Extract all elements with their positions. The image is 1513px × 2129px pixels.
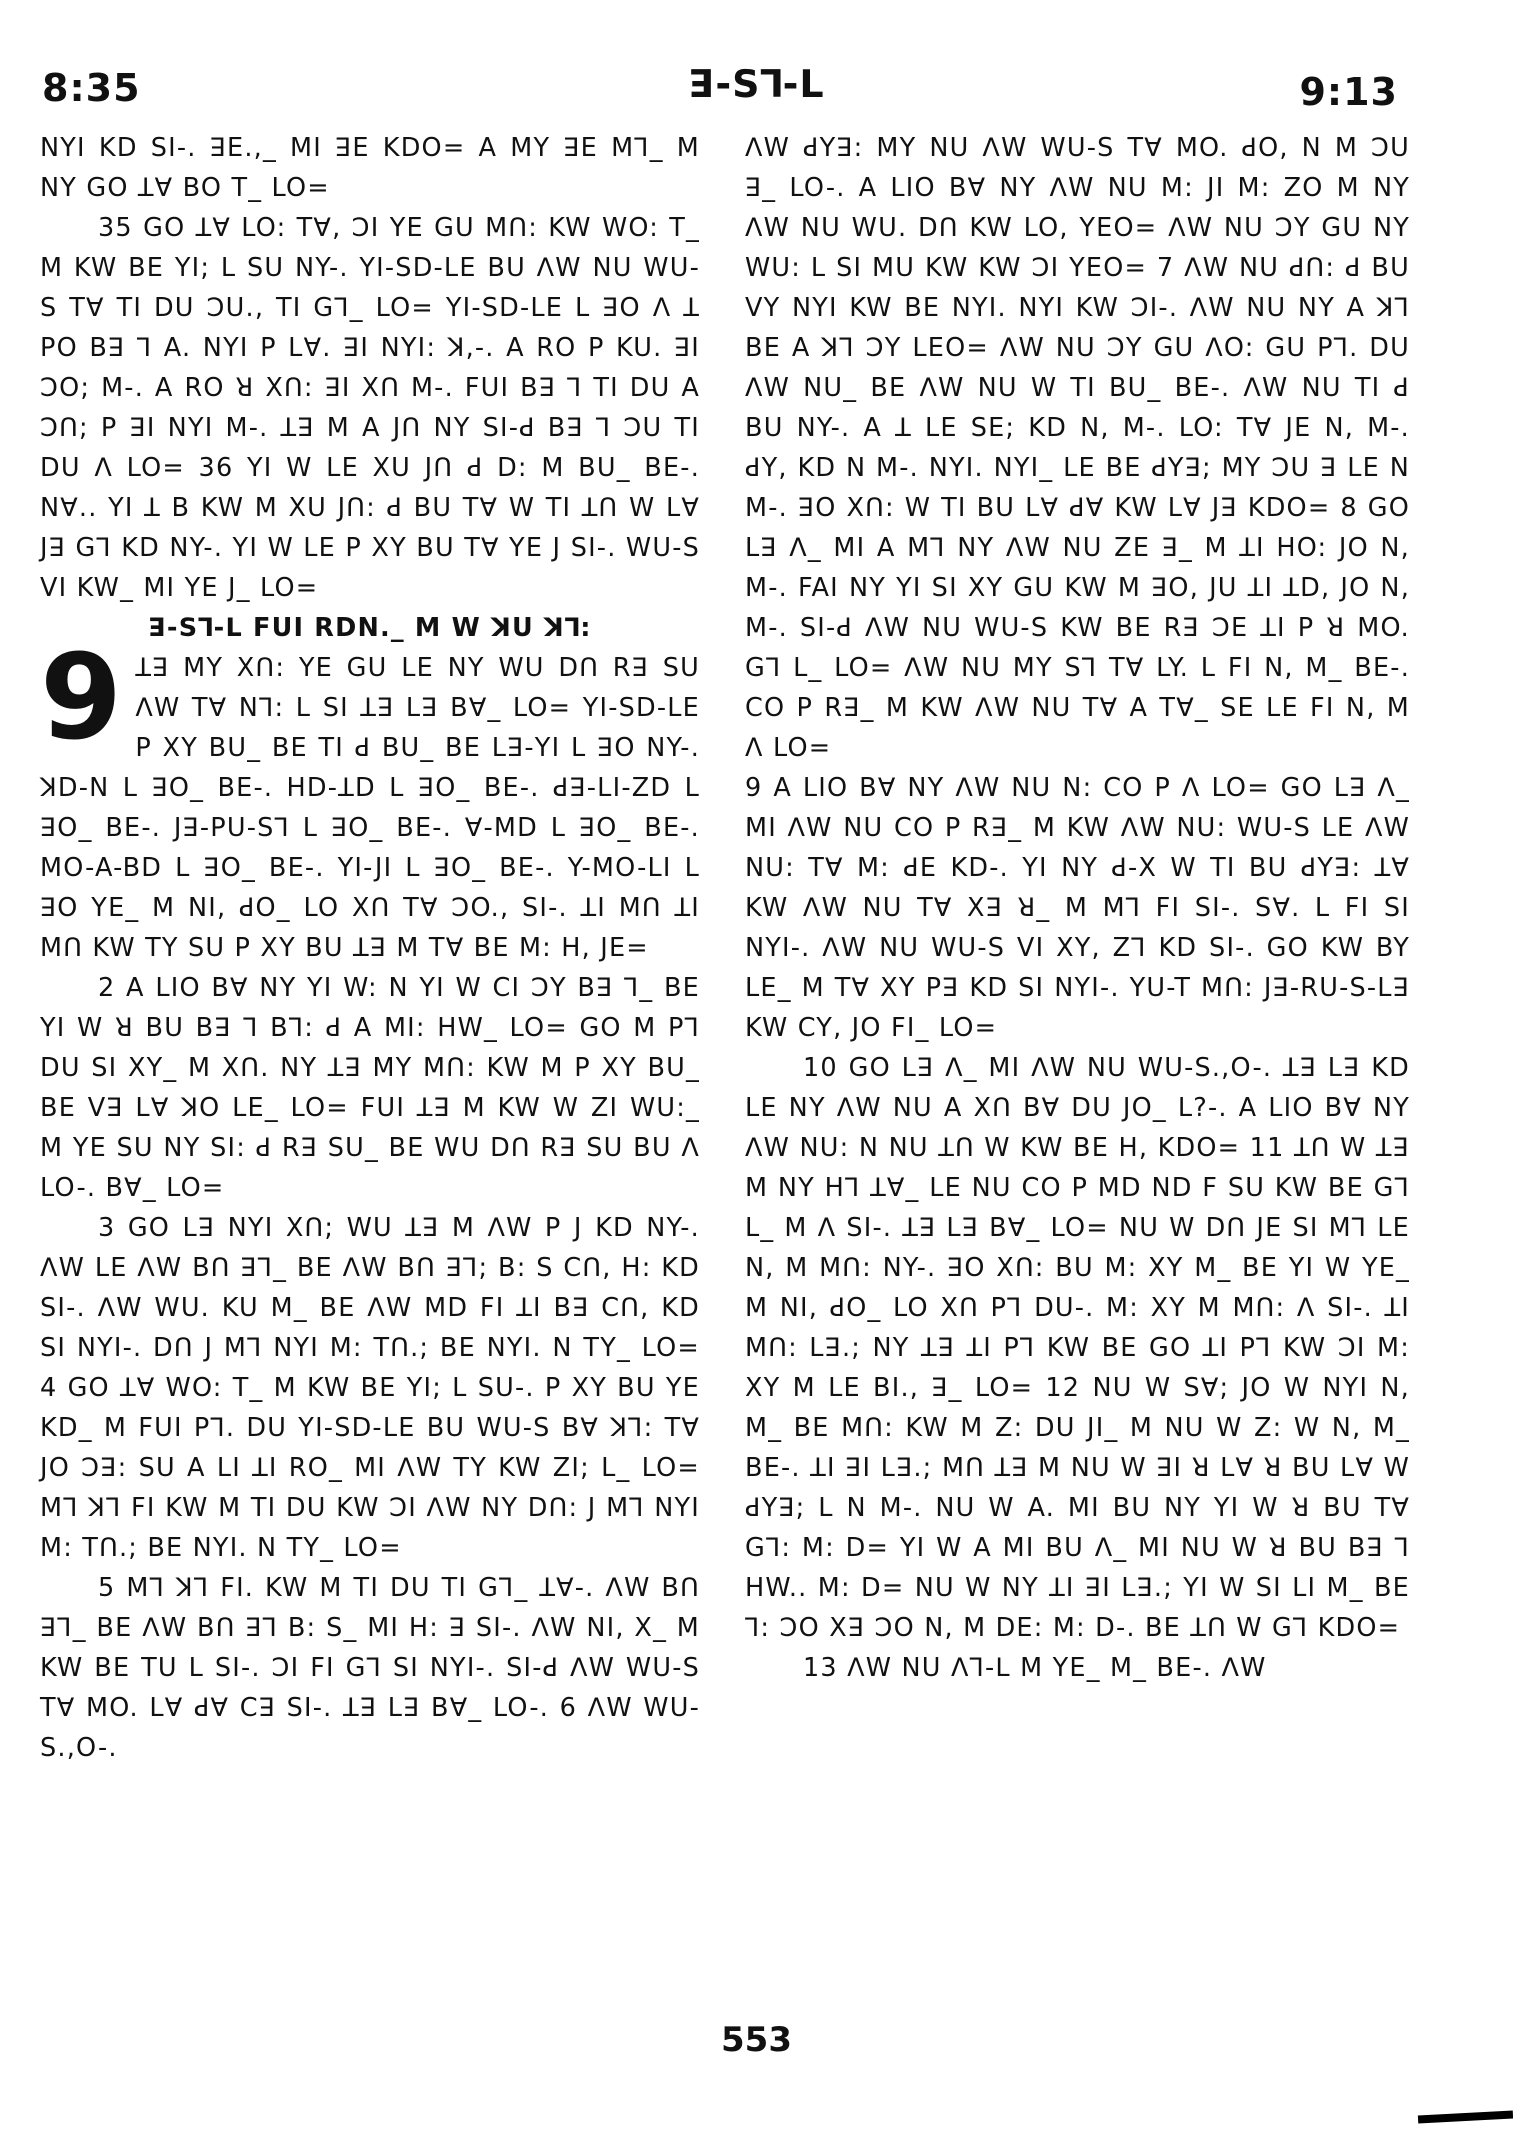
paragraph: 3 GO Lꓱ NYI Xꓵ; WU ꓕꓱ M ꓥW P J KD NY-. ꓥW LE ꓥW Bꓵ ꓱꓶ_ BE ꓥW Bꓵ ꓱꓶ; B: S Cꓵ, H: KD SI-. ꓥW WU. KU M_ BE ꓥW MD FI ꓕI Bꓱ Cꓵ, KD SI NYI-. Dꓵ J Mꓶ NYI M: Tꓵ.; BE NYI. N TY_ LO= 4 GO ꓕꓯ WO: T_ M KW BE YI; L SU-. P XY BU YE KD_ M FUI Pꓶ. DU YI-SD-LE BU WU-S Bꓯ ꓘꓶ: Tꓯ JO ꓛꓱ: SU A LI ꓕI RO_ MI ꓥW TY KW ZI; L_ LO= Mꓶ ꓘꓶ FI KW M TI DU KW ꓛI ꓥW NY Dꓵ: J Mꓶ NYI M: Tꓵ.; BE NYI. N TY_ LO= [40,1213,700,1563]
chapter-heading: ꓱ-ꓢꓶ-ꓡ FUI RDN._ M W ꓘU ꓘꓶ: [148,613,592,643]
header-book-title: ꓱ-ꓢꓶ-ꓡ [688,62,825,106]
header-left-reference: 8:35 [42,66,141,110]
chapter-number-dropcap: 9 [40,628,124,766]
paragraph: 9 A LIO Bꓯ NY ꓥW NU N: CO P ꓥ LO= GO Lꓱ ꓥ_ MI ꓥW NU CO P Rꓱ_ M KW ꓥW NU: WU-S LE ꓥW NU: Tꓯ M: ꓒE KD-. YI NY ꓒ-X W TI BU ꓒYꓱ: ꓕꓯ KW ꓥW NU Tꓯ Xꓱ ꓤ_ M Mꓶ FI SI-. Sꓯ. L FI SI NYI-. ꓥW NU WU-S VI XY, Zꓶ KD SI-. GO KW BY LE_ M Tꓯ XY Pꓱ KD SI NYI-. YU-T Mꓵ: Jꓱ-RU-S-Lꓱ KW CY, JO FI_ LO= [745,773,1410,1043]
paragraph: 2 A LIO Bꓯ NY YI W: N YI W CI ꓛY Bꓱ ꓶ_ BE YI W ꓤ BU Bꓱ ꓶ Bꓶ: ꓒ A MI: HW_ LO= GO M Pꓶ DU SI XY_ M Xꓵ. NY ꓕꓱ MY Mꓵ: KW M P XY BU_ BE Vꓱ Lꓯ ꓘO LE_ LO= FUI ꓕꓱ M KW W ZI WU:_ M YE SU NY SI: ꓒ Rꓱ SU_ BE WU Dꓵ Rꓱ SU BU ꓥ LO-. Bꓯ_ LO= [40,973,700,1203]
header-right-reference: 9:13 [1299,70,1398,114]
paragraph-text: ꓕꓱ MY Xꓵ: YE GU LE NY WU Dꓵ Rꓱ SU ꓥW Tꓯ Nꓶ: L SI ꓕꓱ Lꓱ Bꓯ_ LO= YI-SD-LE P XY BU_ BE TI ꓒ BU_ BE Lꓱ-YI L ꓱO NY-. ꓘD-N L ꓱO_ BE-. HD-ꓕD L ꓱO_ BE-. ꓒꓱ-LI-ZD L ꓱO_ BE-. Jꓱ-PU-Sꓶ L ꓱO_ BE-. ꓯ-MD L ꓱO_ BE-. MO-A-BD L ꓱO_ BE-. YI-JI L ꓱO_ BE-. Y-MO-LI L ꓱO YE_ M NI, ꓒO_ LO Xꓵ Tꓯ ꓛO., SI-. ꓕI Mꓵ ꓕI Mꓵ KW TY SU P XY BU ꓕꓱ M Tꓯ BE M: H, JE= [40,653,700,963]
paragraph: 35 GO ꓕꓯ LO: Tꓯ, ꓛI YE GU Mꓵ: KW WO: T_ M KW BE YI; L SU NY-. YI-SD-LE BU ꓥW NU WU-S Tꓯ TI DU ꓛU., TI Gꓶ_ LO= YI-SD-LE L ꓱO ꓥ ꓕ PO Bꓱ ꓶ A. NYI P Lꓯ. ꓱI NYI: ꓘ,-. A RO P KU. ꓱI ꓛO; M-. A RO ꓤ Xꓵ: ꓱI Xꓵ M-. FUI Bꓱ ꓶ TI DU A ꓛꓵ; P ꓱI NYI M-. ꓕꓱ M A Jꓵ NY SI-ꓒ Bꓱ ꓶ ꓛU TI DU ꓥ LO= 36 YI W LE XU Jꓵ ꓒ D: M BU_ BE-. Nꓯ.. YI ꓕ B KW M XU Jꓵ: ꓒ BU Tꓯ W TI ꓕꓵ W Lꓯ Jꓱ Gꓶ KD NY-. YI W LE P XY BU Tꓯ YE J SI-. WU-S VI KW_ MI YE J_ LO= [40,213,700,603]
left-text-column [40,128,700,1768]
scan-edge-mark [1418,2111,1513,2124]
paragraph: ꓥW ꓒYꓱ: MY NU ꓥW WU-S Tꓯ MO. ꓒO, N M ꓛU ꓱ_ LO-. A LIO Bꓯ NY ꓥW NU M: JI M: ZO M NY ꓥW NU WU. Dꓵ KW LO, YEO= ꓥW NU ꓛY GU NY WU: L SI MU KW KW ꓛI YEO= 7 ꓥW NU ꓒꓵ: ꓒ BU VY NYI KW BE NYI. NYI KW ꓛI-. ꓥW NU NY A ꓘꓶ BE A ꓘꓶ ꓛY LEO= ꓥW NU ꓛY GU ꓥO: GU Pꓶ. DU ꓥW NU_ BE ꓥW NU W TI BU_ BE-. ꓥW NU TI ꓒ BU NY-. A ꓕ LE SE; KD N, M-. LO: Tꓯ JE N, M-. ꓒY, KD N M-. NYI. NYI_ LE BE ꓒYꓱ; MY ꓛU ꓱ LE N M-. ꓱO Xꓵ: W TI BU Lꓯ ꓒꓯ KW Lꓯ Jꓱ KDO= 8 GO Lꓱ ꓥ_ MI A Mꓶ NY ꓥW NU ZE ꓱ_ M ꓕI HO: JO N, M-. FAI NY YI SI XY GU KW M ꓱO, JU ꓕI ꓕD, JO N, M-. SI-ꓒ ꓥW NU WU-S KW BE Rꓱ ꓛE ꓕI P ꓤ MO. Gꓶ L_ LO= ꓥW NU MY Sꓶ Tꓯ LY. L FI N, M_ BE-. CO P Rꓱ_ M KW ꓥW NU Tꓯ A Tꓯ_ SE LE FI N, M ꓥ LO= [745,133,1410,763]
paragraph: 13 ꓥW NU ꓥꓶ-ꓡ M YE_ M_ BE-. ꓥW [803,1653,1267,1683]
paragraph: NYI KD SI-. ꓱE.,_ MI ꓱE KDO= A MY ꓱE Mꓶ_ M NY GO ꓕꓯ BO T_ LO= [40,133,700,203]
paragraph: 10 GO Lꓱ ꓥ_ MI ꓥW NU WU-S.,O-. ꓕꓱ Lꓱ KD LE NY ꓥW NU A Xꓵ Bꓯ DU JO_ L?-. A LIO Bꓯ NY ꓥW NU: N NU ꓕꓵ W KW BE H, KDO= 11 ꓕꓵ W ꓕꓱ M NY Hꓶ ꓕꓯ_ LE NU CO P MD ND F SU KW BE Gꓶ L_ M ꓥ SI-. ꓕꓱ Lꓱ Bꓯ_ LO= NU W Dꓵ JE SI Mꓶ LE N, M Mꓵ: NY-. ꓱO Xꓵ: BU M: XY M_ BE YI W YE_ M NI, ꓒO_ LO Xꓵ Pꓶ DU-. M: XY M Mꓵ: ꓥ SI-. ꓕI Mꓵ: Lꓱ.; NY ꓕꓱ ꓕI Pꓶ KW BE GO ꓕI Pꓶ KW ꓛI M: XY M LE BI., ꓱ_ LO= 12 NU W Sꓯ; JO W NYI N, M_ BE Mꓵ: KW M Z: DU JI_ M NU W Z: W N, M_ BE-. ꓕI ꓱI Lꓱ.; Mꓵ ꓕꓱ M NU W ꓱI ꓤ Lꓯ ꓤ BU Lꓯ W ꓒYꓱ; L N M-. NU W A. MI BU NY YI W ꓤ BU Tꓯ Gꓶ: M: D= YI W A MI BU ꓥ_ MI NU W ꓤ BU Bꓱ ꓶ HW.. M: D= NU W NY ꓕI ꓱI Lꓱ.; YI W SI LI M_ BE ꓶ: ꓛO Xꓱ ꓛO N, M DE: M: D-. BE ꓕꓵ W Gꓶ KDO= [745,1053,1410,1643]
paragraph: 5 Mꓶ ꓘꓶ FI. KW M TI DU TI Gꓶ_ ꓕꓯ-. ꓥW Bꓵ ꓱꓶ_ BE ꓥW Bꓵ ꓱꓶ B: S_ MI H: ꓱ SI-. ꓥW NI, X_ M KW BE TU L SI-. ꓛI FI Gꓶ SI NYI-. SI-ꓒ ꓥW WU-S Tꓯ MO. Lꓯ ꓒꓯ Cꓱ SI-. ꓕꓱ Lꓱ Bꓯ_ LO-. 6 ꓥW WU-S.,O-. [40,1573,700,1763]
page-number: 553 [721,2020,792,2060]
right-text-column [745,128,1410,1688]
